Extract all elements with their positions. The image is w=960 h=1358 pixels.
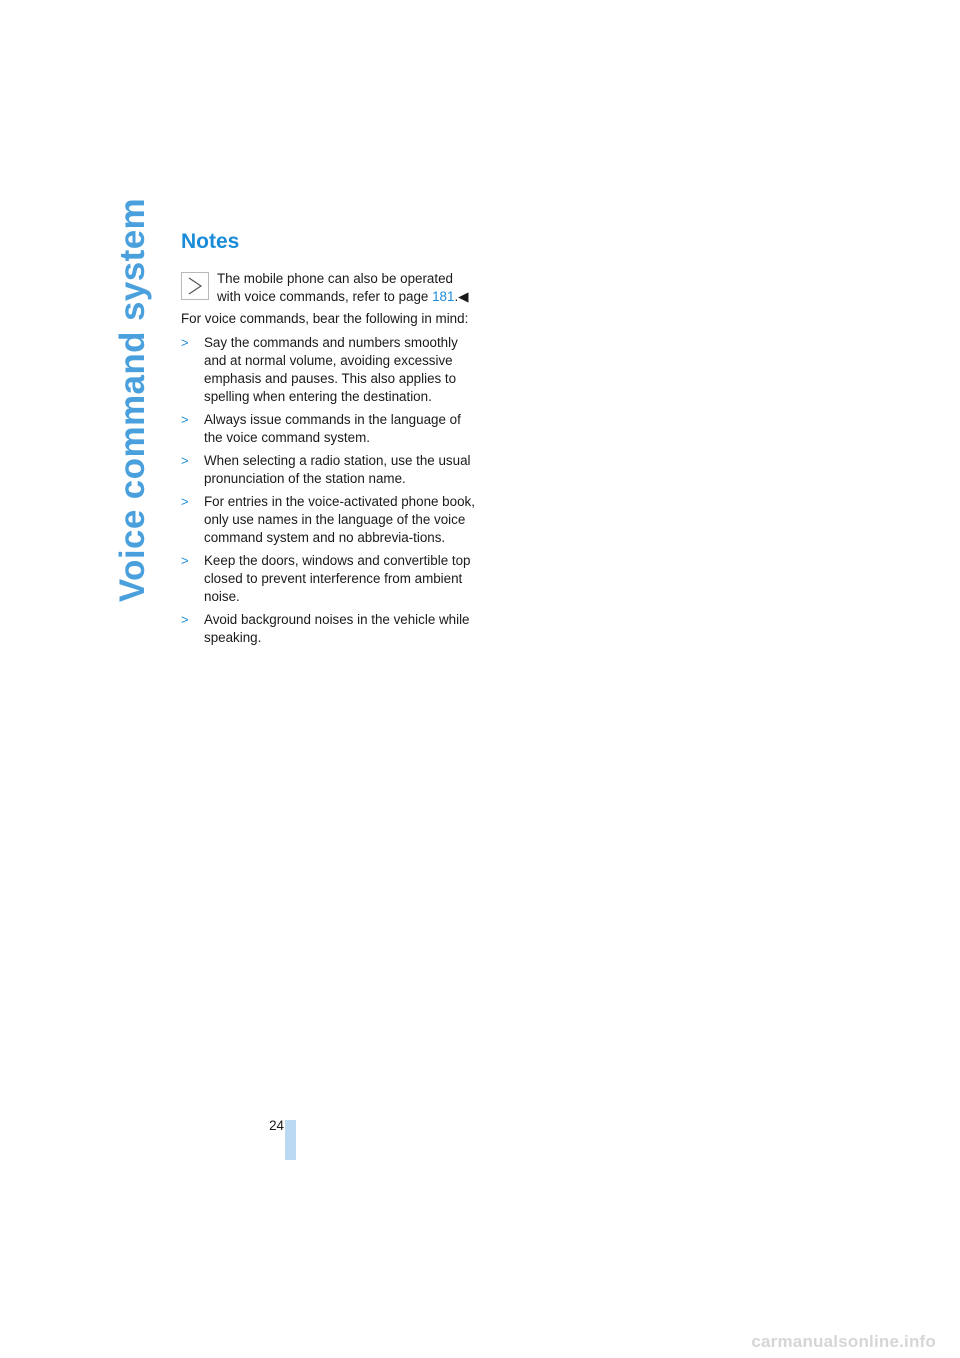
side-section-title xyxy=(112,197,154,603)
list-item-text: Avoid background noises in the vehicle while speaking. xyxy=(204,612,470,645)
bullet-marker: > xyxy=(181,453,189,468)
list-item-text: For entries in the voice-activated phone book, only use names in the language of the voice command system and no abbrevia-tions. xyxy=(204,494,475,545)
bullet-marker: > xyxy=(181,494,189,509)
note-arrow-icon-shape xyxy=(186,276,204,296)
bullet-marker: > xyxy=(181,612,189,627)
list-item xyxy=(181,411,477,447)
list-item xyxy=(181,611,477,647)
note-text-body: The mobile phone can also be operated with voice commands, refer to page xyxy=(217,271,453,304)
list-item xyxy=(181,493,477,547)
list-item-text: Say the commands and numbers smoothly and at normal volume, avoiding excessive emphasis and pauses. This also applies to spelling when entering the destination. xyxy=(204,335,458,404)
list-item xyxy=(181,334,477,406)
list-item xyxy=(181,452,477,488)
list-item-text: When selecting a radio station, use the usual pronunciation of the station name. xyxy=(204,453,471,486)
intro-paragraph: For voice commands, bear the following in mind: xyxy=(181,311,469,326)
list-item-text: Keep the doors, windows and convertible top closed to prevent interference from ambient noise. xyxy=(204,553,471,604)
bullet-marker: > xyxy=(181,412,189,427)
page-reference-link[interactable]: 181 xyxy=(432,289,455,304)
notes-list xyxy=(181,334,477,647)
page-marker-bar xyxy=(285,1120,296,1160)
list-item-text: Always issue commands in the language of the voice command system. xyxy=(204,412,461,445)
side-section-title-text: Voice command system xyxy=(113,197,152,603)
bullet-marker: > xyxy=(181,553,189,568)
note-text xyxy=(181,270,477,306)
note-box xyxy=(181,270,477,306)
watermark: carmanualsonline.info xyxy=(751,1332,936,1351)
note-arrow-icon xyxy=(181,272,209,300)
list-item xyxy=(181,552,477,606)
section-heading: Notes xyxy=(181,230,240,253)
note-end-mark: .◀ xyxy=(454,289,469,304)
page-number: 24 xyxy=(269,1118,284,1133)
bullet-marker: > xyxy=(181,335,189,350)
main-content xyxy=(181,228,477,652)
